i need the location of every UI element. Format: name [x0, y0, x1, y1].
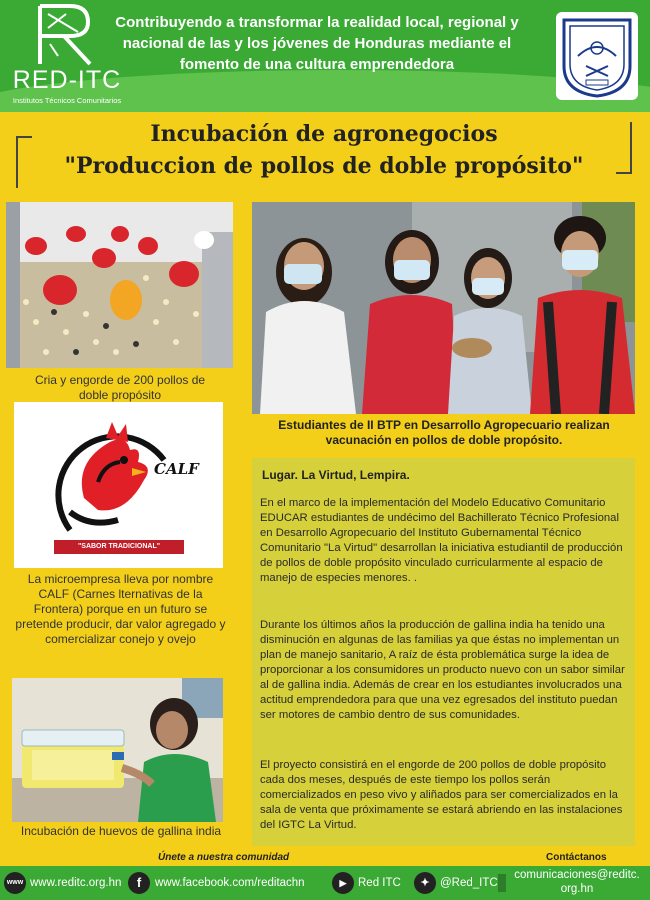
students-caption: Estudiantes de II BTP en Desarrollo Agropecuario realizan vacunación en pollos de doble propósito.: [278, 418, 610, 447]
footer-email-link[interactable]: [508, 868, 646, 896]
footer: [0, 852, 650, 900]
institute-seal: [556, 12, 638, 100]
title-line-2: "Produccion de pollos de doble propósito": [64, 153, 584, 179]
twitter-icon[interactable]: ✦: [414, 872, 436, 894]
calf-caption: La microempresa lleva por nombre CALF (Carnes lternativas de la Frontera) porque en un futuro se pretende producir, dar valor agregado y comercializar conejo y ovejo: [15, 572, 226, 646]
header-banner: [0, 0, 650, 112]
incubator-photo: [12, 678, 223, 822]
calf-tagline: "SABOR TRADICIONAL": [77, 543, 161, 550]
title-line-1: Incubación de agronegocios: [150, 121, 498, 147]
header-slogan: Contribuyendo a transformar la realidad local, regional y nacional de las y los jóvenes de Honduras mediante el fomento de una cultura emprendedora: [115, 14, 519, 73]
article-paragraph-1: En el marco de la implementación del Modelo Educativo Comunitario EDUCAR estudiantes de undécimo del Bachillerato Técnico Profesional en Desarrollo Agropecuario del Instituto Gubernamental Técnico Comunitario "La Virtud" desarrollan la iniciativa estudiantil de producción de pollos de doble propósito vinculado curricularmente al espacio de manejo de especies menores. .: [260, 497, 623, 584]
calf-brand: CALF: [154, 460, 199, 478]
title-box: [30, 118, 618, 190]
footer-youtube-link[interactable]: Red ITC: [358, 877, 401, 889]
incubator-caption: Incubación de huevos de gallina india: [20, 824, 222, 838]
facebook-icon[interactable]: f: [128, 872, 150, 894]
email-icon: [498, 874, 506, 892]
article-location: Lugar. La Virtud, Lempira.: [262, 468, 410, 482]
footer-website-link[interactable]: www.reditc.org.hn: [30, 877, 122, 889]
chicks-photo: [6, 202, 233, 368]
students-photo: [252, 202, 635, 414]
seal-emblem-icon: [556, 12, 638, 100]
logo-subtitle: Institutos Técnicos Comunitarios: [12, 96, 122, 105]
article-paragraph-2: Durante los últimos años la producción de gallina india ha tenido una disminución en algunas de las familias ya que éstas no implementan un plan de manejo sanitario, A raíz de ésta problemática surge la idea de proporcionar a los consumidores un producto nuevo con un sabor similar al de gallina india. Además de crear en los estudiantes involucrados una actitud emprendedora para que una vez egresados del instituto puedan ser motores de cambio dentro de sus comunidades.: [260, 619, 625, 721]
article-panel: [252, 458, 635, 846]
r-logo-icon: [36, 4, 94, 66]
footer-twitter-link[interactable]: @Red_ITC: [440, 877, 498, 889]
footer-facebook-link[interactable]: www.facebook.com/reditachn: [155, 877, 305, 889]
chicks-caption: Cria y engorde de 200 pollos de doble propósito: [34, 373, 206, 402]
page-title: [30, 118, 618, 182]
calf-logo: [14, 402, 223, 568]
youtube-icon[interactable]: ▶: [332, 872, 354, 894]
article-paragraph-3: El proyecto consistirá en el engorde de 200 pollos de doble propósito cada dos meses, después de este tiempo los pollos serán comercializados en peso vivo y aliñados para ser comercializados en la sala de venta que próximamente se estará abriendo en las instalaciones del IGTC La Virtud.: [260, 759, 623, 831]
title-bracket-right: [616, 122, 632, 174]
footer-email-line-1: comunicaciones@reditc.: [514, 869, 640, 881]
footer-contact-label: Contáctanos: [546, 852, 607, 863]
red-itc-logo[interactable]: [8, 2, 126, 108]
www-icon: www: [4, 872, 26, 894]
footer-email-line-2: org.hn: [560, 883, 594, 895]
logo-title: RED-ITC: [12, 66, 122, 94]
footer-join-label: Únete a nuestra comunidad: [158, 852, 290, 863]
